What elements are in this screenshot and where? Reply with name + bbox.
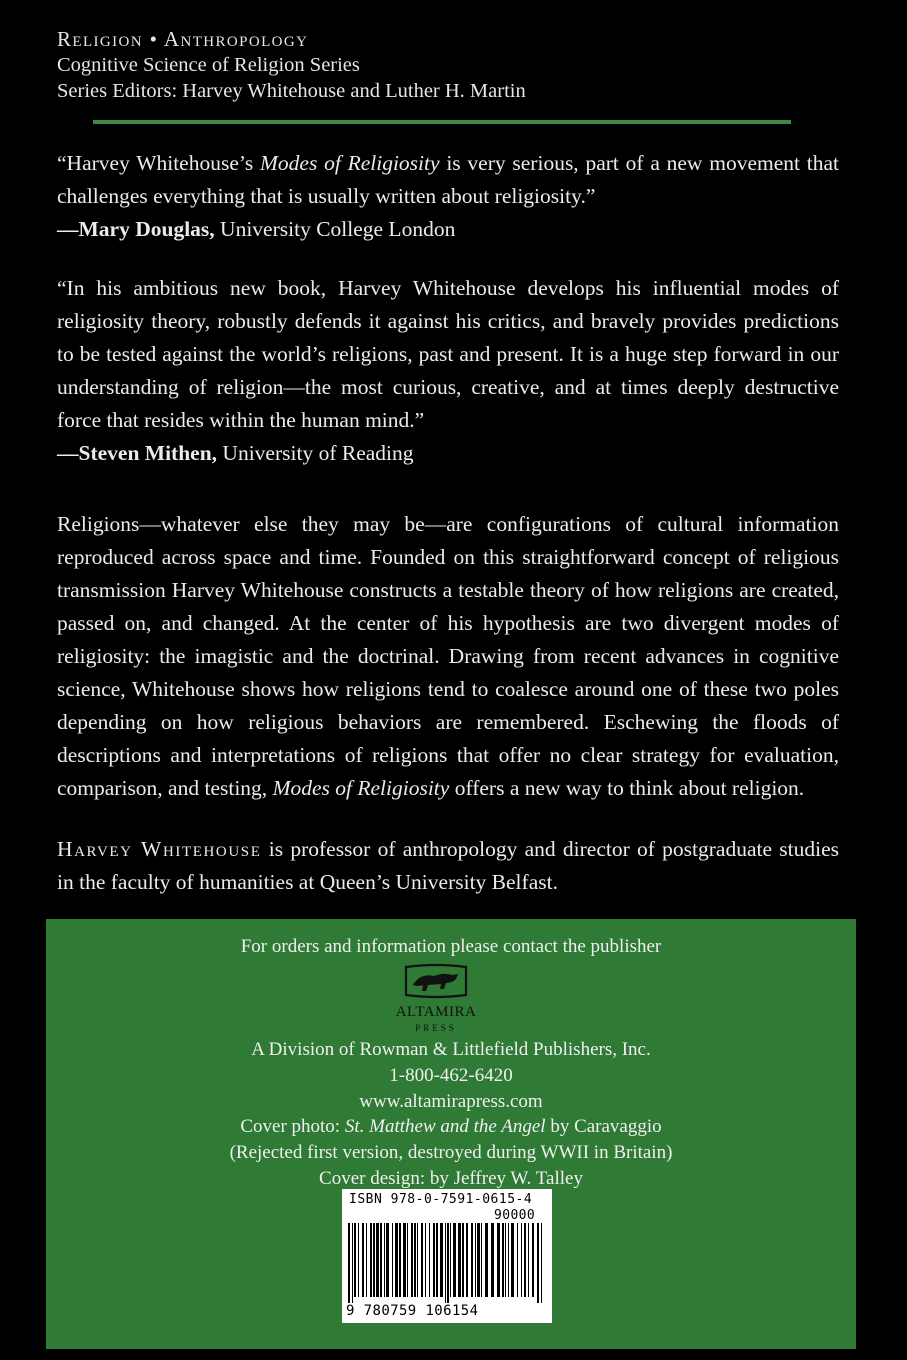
cover-photo-line: Cover photo: St. Matthew and the Angel by Caravaggio [240,1116,662,1138]
barcode-bar [521,1223,522,1297]
barcode-bar [537,1223,539,1303]
quote-douglas [57,147,839,246]
barcode-bar [366,1223,367,1297]
altamira-logo [386,961,486,1037]
barcode-bar [425,1223,426,1297]
barcode-bar [373,1223,375,1297]
barcode-bar [447,1223,449,1303]
barcode-bar [436,1223,438,1297]
division-line: A Division of Rowman & Littlefield Publishers, Inc. [251,1039,651,1060]
barcode-bar [407,1223,408,1297]
barcode-bar [380,1223,382,1297]
barcode-bar [414,1223,416,1297]
ean-digits: 9 780759 106154 [346,1303,479,1319]
description-text: offers a new way to think about religion. [449,776,805,800]
barcode-bar [517,1223,518,1297]
quote-author: —Mary Douglas, [57,217,215,241]
barcode-bar [384,1223,385,1297]
barcode [342,1189,552,1323]
barcode-bar [497,1223,500,1297]
book-title: Modes of Religiosity [272,776,450,800]
barcode-bar [511,1223,514,1297]
barcode-bar [477,1223,480,1297]
barcode-bar [411,1223,413,1297]
price-code: 90000 [494,1208,536,1223]
book-description [57,508,839,805]
barcode-bar [433,1223,435,1297]
barcode-bar [485,1223,488,1297]
publisher-contact [46,934,856,960]
barcode-bar [358,1223,359,1297]
barcode-bar [403,1223,406,1297]
phone-line: 1-800-462-6420 [389,1064,513,1086]
barcode-bar [348,1223,350,1303]
quote-text: is very serious, part of a new movement that challenges everything that is usually written about religiosity.” [57,151,839,208]
author-name: Harvey Whitehouse [57,837,262,861]
barcode-bar [450,1223,451,1297]
series-line: Cognitive Science of Religion Series [57,54,360,76]
barcode-bar [392,1223,393,1297]
barcode-bar [352,1223,353,1303]
editors-line: Series Editors: Harvey Whitehouse and Luther H. Martin [57,80,526,102]
barcode-bar [466,1223,468,1297]
barcode-bar [491,1223,494,1297]
green-divider [93,120,791,124]
barcode-bar [453,1223,456,1297]
author-bio [57,833,839,899]
painting-title: St. Matthew and the Angel [344,1116,546,1138]
publisher-info [46,1037,856,1192]
barcode-bar [475,1223,476,1297]
barcode-bar [440,1223,443,1297]
website-line: www.altamirapress.com [359,1090,543,1112]
isbn-text: ISBN 978-0-7591-0615-4 [349,1192,533,1207]
category-line: Religion • Anthropology [57,27,309,51]
quote-attribution [57,213,839,246]
barcode-bar [524,1223,526,1297]
barcode-bar [421,1223,423,1297]
barcode-bar [354,1223,356,1297]
barcode-bar [458,1223,461,1297]
book-title: Modes of Religiosity [260,151,440,175]
barcode-bar [532,1223,534,1297]
quote-affiliation: University College London [214,217,456,241]
series-header [57,26,857,104]
quote-text: “Harvey Whitehouse’s [57,151,260,175]
barcode-bar [429,1223,430,1297]
barcode-bar [386,1223,389,1297]
barcode-bar [528,1223,529,1297]
quote-text: “In his ambitious new book, Harvey Whitehouse develops his influential modes of religiosity theory, robustly defends it against his critics, and bravely provides predictions to be tested against the world’s religions, past and present. It is a huge step forward in our understanding of religion—the most curious, creative, and at times deeply destructive force that resides within the human mind.” [57,276,839,432]
cover-design-line: Cover design: by Jeffrey W. Talley [319,1167,583,1189]
quote-mithen [57,272,839,470]
barcode-bar [481,1223,482,1297]
barcode-bar [471,1223,473,1297]
barcode-bar [417,1223,418,1297]
contact-line: For orders and information please contact the publisher [240,936,662,957]
barcode-bar [508,1223,509,1297]
quote-attribution [57,437,839,470]
barcode-bar [502,1223,504,1297]
bio-text: is professor of anthropology and director of postgraduate studies in the faculty of humanities at Queen’s University Belfast. [57,837,839,894]
barcode-bar [395,1223,398,1297]
cover-photo-note: (Rejected first version, destroyed during WWII in Britain) [229,1142,673,1164]
barcode-bar [462,1223,464,1297]
description-text: Religions—whatever else they may be—are configurations of cultural information reproduced across space and time. Founded on this straightforward concept of religious transmission Harvey Whitehouse constructs a testable theory of how religions are created, passed on, and changed. At the center of his hypothesis are two divergent modes of religiosity: the imagistic and the doctrinal. Drawing from recent advances in cognitive science, Whitehouse shows how religions tend to coalesce around one of these two poles depending on how religious behaviors are remembered. Eschewing the floods of descriptions and interpretations of religions that offer no clear strategy for evaluation, comparison, and testing, [57,512,839,800]
publisher-panel [46,919,856,1349]
barcode-bar [505,1223,506,1297]
barcode-bars [346,1223,548,1303]
logo-sub: PRESS [415,1023,457,1033]
barcode-bar [541,1223,542,1303]
quote-affiliation: University of Reading [217,441,414,465]
barcode-bar [445,1223,446,1303]
barcode-bar [376,1223,379,1297]
barcode-bar [399,1223,401,1297]
logo-name: ALTAMIRA [395,1004,477,1020]
quote-author: —Steven Mithen, [57,441,218,465]
barcode-bar [370,1223,372,1297]
barcode-bar [362,1223,364,1297]
